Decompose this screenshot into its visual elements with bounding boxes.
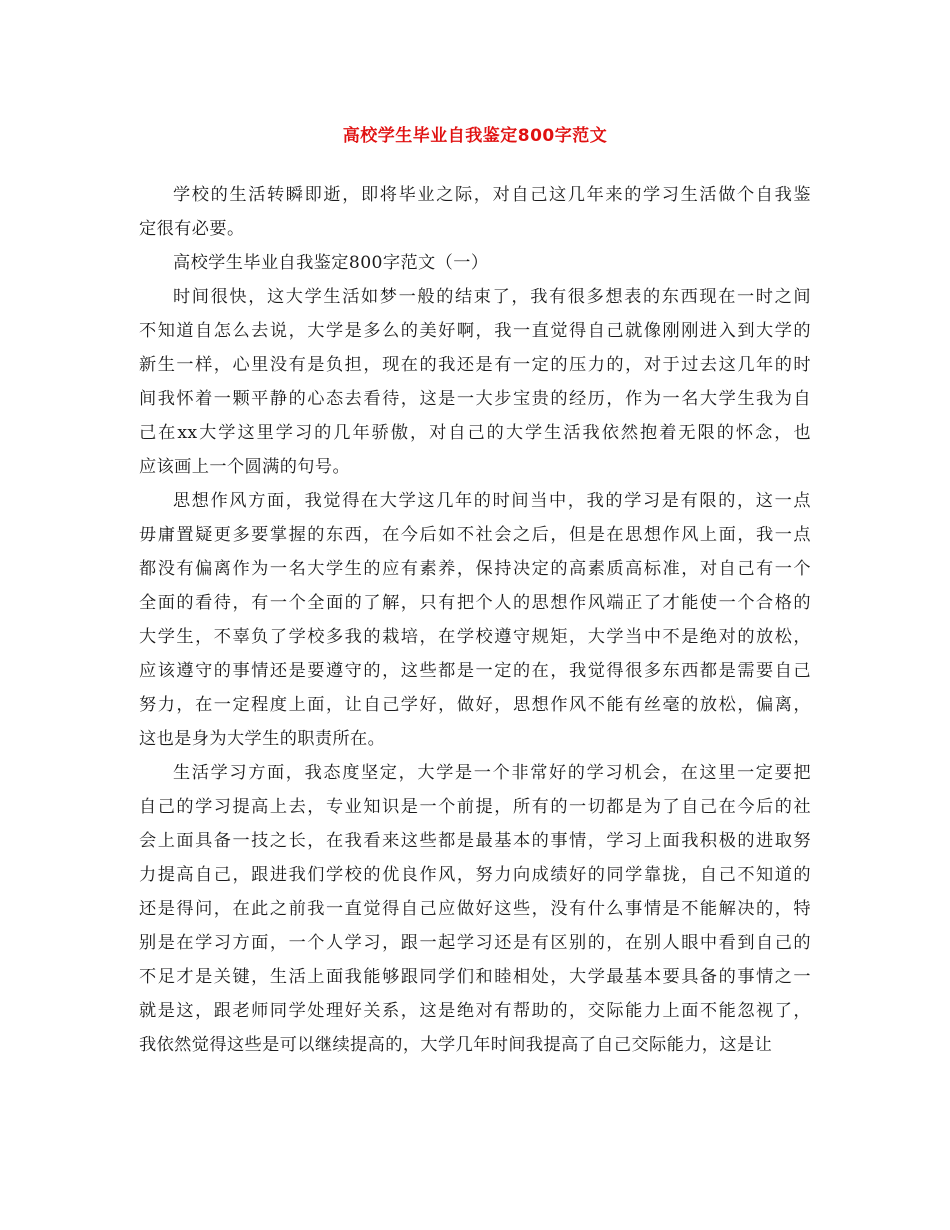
paragraph	[139, 756, 811, 1062]
paragraph-line: 间我怀着一颗平静的心态去看待，这是一大步宝贵的经历，作为一名大学生我为自	[139, 389, 811, 409]
paragraph-line: 会上面具备一技之长，在我看来这些都是最基本的事情，学习上面我积极的进取努	[139, 831, 811, 851]
paragraph-line: 别是在学习方面，一个人学习，跟一起学习还是有区别的，在别人眼中看到自己的	[139, 933, 811, 953]
paragraph-line: 新生一样，心里没有是负担，现在的我还是有一定的压力的，对于过去这几年的时	[139, 355, 811, 375]
paragraph-line: 全面的看待，有一个全面的了解，只有把个人的思想作风端正了才能使一个合格的	[139, 593, 811, 613]
paragraph-line: 力提高自己，跟进我们学校的优良作风，努力向成绩好的同学靠拢，自己不知道的	[139, 865, 811, 885]
paragraph-line: 自己的学习提高上去，专业知识是一个前提，所有的一切都是为了自己在今后的社	[139, 797, 811, 817]
paragraph	[139, 178, 811, 246]
paragraph-line: 己在xx大学这里学习的几年骄傲，对自己的大学生活我依然抱着无限的怀念，也	[139, 423, 811, 443]
paragraph-line: 应该遵守的事情还是要遵守的，这些都是一定的在，我觉得很多东西都是需要自己	[139, 661, 811, 681]
paragraph-line: 就是这，跟老师同学处理好关系，这是绝对有帮助的，交际能力上面不能忽视了，	[139, 1001, 811, 1021]
paragraph-line: 时间很快，这大学生活如梦一般的结束了，我有很多想表的东西现在一时之间	[173, 287, 811, 307]
paragraph-line: 不知道自怎么去说，大学是多么的美好啊，我一直觉得自己就像刚刚进入到大学的	[139, 321, 811, 341]
paragraph	[139, 484, 811, 756]
paragraph-line: 不足才是关键，生活上面我能够跟同学们和睦相处，大学最基本要具备的事情之一	[139, 967, 811, 987]
paragraph-line: 毋庸置疑更多要掌握的东西，在今后如不社会之后，但是在思想作风上面，我一点	[139, 525, 811, 545]
paragraph-line: 还是得问，在此之前我一直觉得自己应做好这些，没有什么事情是不能解决的，特	[139, 899, 811, 919]
paragraph-line: 学校的生活转瞬即逝，即将毕业之际，对自己这几年来的学习生活做个自我鉴	[173, 185, 811, 205]
paragraph-line: 这也是身为大学生的职责所在。	[139, 729, 386, 749]
paragraph	[139, 246, 811, 280]
paragraph-line: 我依然觉得这些是可以继续提高的，大学几年时间我提高了自己交际能力，这是让	[139, 1035, 773, 1055]
paragraph-line: 努力，在一定程度上面，让自己学好，做好，思想作风不能有丝毫的放松，偏离，	[139, 695, 811, 715]
paragraph-line: 思想作风方面，我觉得在大学这几年的时间当中，我的学习是有限的，这一点	[173, 491, 811, 511]
paragraph-line: 应该画上一个圆满的句号。	[139, 457, 351, 477]
paragraph	[139, 280, 811, 484]
document-body	[139, 178, 811, 1062]
document-title: 高校学生毕业自我鉴定800字范文	[342, 126, 608, 146]
paragraph-line: 生活学习方面，我态度坚定，大学是一个非常好的学习机会，在这里一定要把	[173, 763, 811, 783]
paragraph-line: 都没有偏离作为一名大学生的应有素养，保持决定的高素质高标准，对自己有一个	[139, 559, 811, 579]
paragraph-line: 定很有必要。	[139, 219, 245, 239]
paragraph-line: 大学生，不辜负了学校多我的栽培，在学校遵守规矩，大学当中不是绝对的放松，	[139, 627, 811, 647]
paragraph-line: 高校学生毕业自我鉴定800字范文（一）	[173, 253, 489, 273]
